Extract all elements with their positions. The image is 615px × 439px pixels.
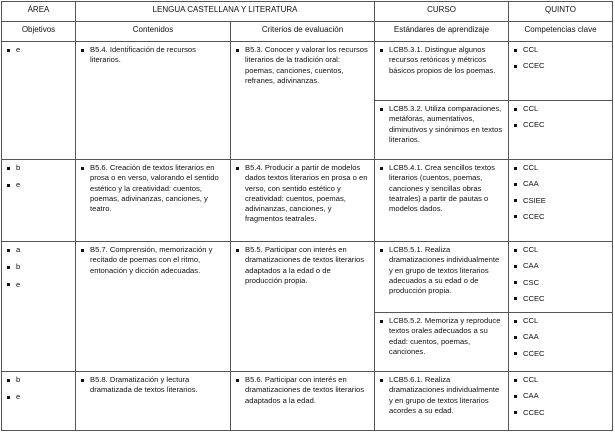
standard-cell (375, 372, 509, 431)
competence-item: CAA (512, 261, 609, 271)
competence-item: CCL (512, 104, 609, 114)
content-text: B5.6. Creación de textos literarios en prosa o en verso, valorando el sentido estético y la creatividad: cuentos, poemas, adivinanzas, canciones, y teatro. (79, 163, 227, 214)
competences-cell (509, 313, 613, 372)
area-label: ÁREA (2, 2, 76, 22)
standard-text: LCB5.4.1. Crea sencillos textos literarios (cuentos, poemas, canciones y sencillas obras teatrales) a partir de pautas o modelos dados. (378, 163, 505, 214)
competence-item: CAA (512, 332, 609, 342)
competence-item: CCEC (512, 212, 609, 222)
contents-header: Contenidos (76, 22, 231, 42)
table-row (2, 160, 613, 242)
content-text: B5.4. Identificación de recursos literarios. (79, 45, 227, 66)
content-cell (76, 372, 231, 431)
objective-item: b (5, 375, 72, 385)
standard-text: LCB5.6.1. Realiza dramatizaciones individualmente y en grupo de textos literarios acordes a su edad. (378, 375, 505, 416)
criterion-text: B5.6. Participar con interés en dramatizaciones de textos literarios adaptados a la edad. (234, 375, 371, 406)
criterion-cell (231, 242, 375, 372)
content-text: B5.8. Dramatización y lectura dramatizada de textos literarios. (79, 375, 227, 396)
standard-cell (375, 242, 509, 313)
curriculum-table-wrapper (1, 1, 612, 431)
objective-item: e (5, 180, 72, 190)
objectives-header: Objetivos (2, 22, 76, 42)
standards-header: Estándares de aprendizaje (375, 22, 509, 42)
table-row (2, 242, 613, 313)
table-header-row (2, 2, 613, 22)
objectives-list (5, 375, 72, 403)
column-header-row (2, 22, 613, 42)
standard-text: LCB5.5.1. Realiza dramatizaciones individualmente y en grupo de textos literarios adecuados a su edad o de producción propia. (378, 245, 505, 296)
competence-item: CCL (512, 245, 609, 255)
objective-item: b (5, 262, 72, 272)
competences-cell (509, 160, 613, 242)
standard-text: LCB5.3.1. Distingue algunos recursos retóricos y métricos básicos propios de los poemas. (378, 45, 505, 76)
competence-item: CCEC (512, 349, 609, 359)
competence-item: CAA (512, 391, 609, 401)
standard-cell (375, 160, 509, 242)
criterion-cell (231, 372, 375, 431)
course-value: QUINTO (509, 2, 613, 22)
objective-item: b (5, 163, 72, 173)
objectives-cell (2, 160, 76, 242)
competence-item: CCL (512, 163, 609, 173)
competence-item: CSC (512, 278, 609, 288)
objectives-cell (2, 242, 76, 372)
objectives-list (5, 163, 72, 191)
standard-cell (375, 42, 509, 101)
competences-cell (509, 42, 613, 101)
competences-cell (509, 372, 613, 431)
criterion-text: B5.5. Participar con interés en dramatizaciones de textos literarios adaptados a la edad o de producción propia. (234, 245, 371, 286)
objectives-list (5, 45, 72, 55)
competence-item: CCL (512, 375, 609, 385)
curriculum-table (1, 1, 613, 431)
competence-item: CCL (512, 45, 609, 55)
subject-title: LENGUA CASTELLANA Y LITERATURA (76, 2, 375, 22)
competence-item: CCEC (512, 294, 609, 304)
content-cell (76, 160, 231, 242)
criterion-text: B5.3. Conocer y valorar los recursos literarios de la tradición oral: poemas, canciones, cuentos, refranes, adivinanzas. (234, 45, 371, 86)
table-row (2, 42, 613, 101)
content-cell (76, 242, 231, 372)
competences-header: Competencias clave (509, 22, 613, 42)
criteria-header: Criterios de evaluación (231, 22, 375, 42)
standard-cell (375, 101, 509, 160)
competence-item: CCEC (512, 61, 609, 71)
competence-item: CCEC (512, 120, 609, 130)
competence-item: CCEC (512, 408, 609, 418)
objectives-cell (2, 372, 76, 431)
criterion-text: B5.4. Producir a partir de modelos dados textos literarios en prosa o en verso, con sentido estético y creatividad: cuentos, poemas, adivinanzas, canciones, y fragmentos teatrales. (234, 163, 371, 225)
standard-text: LCB5.5.2. Memoriza y reproduce textos orales adecuados a su edad: cuentos, poemas, canciones. (378, 316, 505, 357)
competences-cell (509, 242, 613, 313)
objective-item: a (5, 245, 72, 255)
course-label: CURSO (375, 2, 509, 22)
objectives-list (5, 245, 72, 290)
criterion-cell (231, 42, 375, 160)
competence-item: CAA (512, 179, 609, 189)
standard-text: LCB5.3.2. Utiliza comparaciones, metáforas, aumentativos, diminutivos y sinónimos en textos literarios. (378, 104, 505, 145)
objective-item: e (5, 392, 72, 402)
table-row (2, 372, 613, 431)
objectives-cell (2, 42, 76, 160)
criterion-cell (231, 160, 375, 242)
objective-item: e (5, 45, 72, 55)
content-text: B5.7. Comprensión, memorización y recitado de poemas con el ritmo, entonación y dicción adecuadas. (79, 245, 227, 276)
competence-item: CSIEE (512, 196, 609, 206)
content-cell (76, 42, 231, 160)
objective-item: e (5, 280, 72, 290)
competences-cell (509, 101, 613, 160)
standard-cell (375, 313, 509, 372)
competence-item: CCL (512, 316, 609, 326)
